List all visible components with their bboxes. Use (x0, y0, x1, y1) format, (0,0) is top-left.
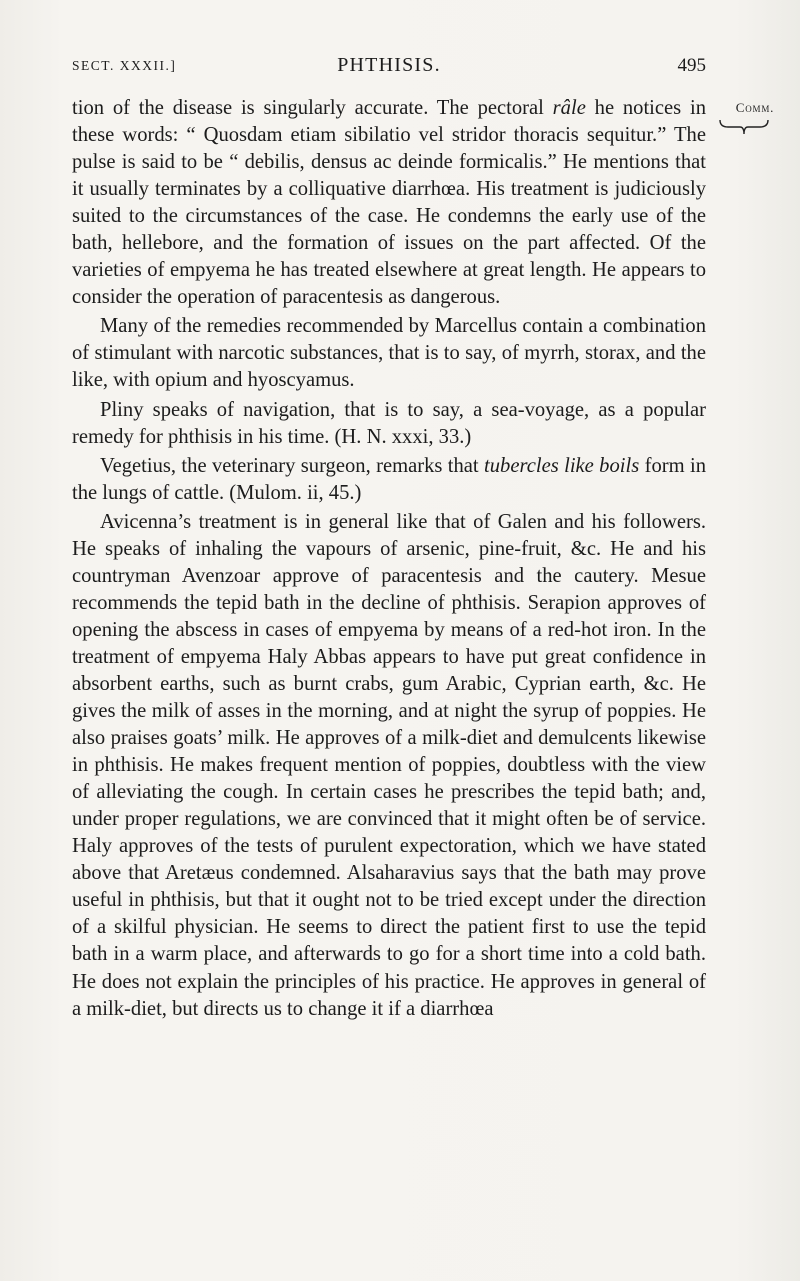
italic-term: tubercles like boils (484, 454, 640, 477)
paragraph-text: he notices in these words: “ Quosdam etiam sibilatio vel stridor thoracis sequitur.” The pulse is said to be “ debilis, densus ac deinde formicalis.” He mentions that it usually terminates by a colliquative diarrhœa. His treatment is judiciously suited to the circumstances of the case. He condemns the early use of the bath, hellebore, and the formation of issues on the part affected. Of the varieties of empyema he has treated elsewhere at great length. He appears to consider the operation of paracentesis as dangerous. (72, 97, 706, 309)
margin-note: Comm. (735, 100, 775, 115)
paragraph (72, 313, 706, 394)
paragraph-text: Many of the remedies recommended by Marcellus contain a combination of stimulant with narcotic substances, that is to say, of myrrh, storax, and the like, with opium and hyoscyamus. (72, 315, 706, 392)
italic-term: râle (552, 97, 586, 119)
margin-brace (718, 118, 770, 136)
paragraph-text: tion of the disease is singularly accurate. The pectoral (72, 97, 553, 119)
paragraph-text: form in the lungs of cattle. (Mulom. ii, 45.) (72, 454, 706, 504)
page-number: 495 (677, 55, 706, 76)
paragraph-text: Pliny speaks of navigation, that is to say, a sea-voyage, as a popular remedy for phthisis in his time. (H. N. xxxi, 33.) (72, 398, 706, 448)
paragraph (72, 453, 706, 507)
paragraph-text: Avicenna’s treatment is in general like that of Galen and his followers. He speaks of inhaling the vapours of arsenic, pine-fruit, &c. He and his countryman Avenzoar approve of paracentesis and the cautery. Mesue recommends the tepid bath in the decline of phthisis. Serapion approves of opening the abscess in cases of empyema by means of a red-hot iron. In the treatment of empyema Haly Abbas appears to have put great confidence in absorbent earths, such as burnt crabs, gum Arabic, Cyprian earth, &c. He gives the milk of asses in the morning, and at night the syrup of poppies. He also praises goats’ milk. He approves of a milk-diet and demulcents likewise in phthisis. He makes frequent mention of poppies, doubtless with the view of alleviating the cough. In certain cases he prescribes the tepid bath; and, under proper regulations, we are convinced that it might often be of service. Haly approves of the tests of purulent expectoration, which we have stated above that Aretæus condemned. Alsaharavius says that the bath may prove useful in phthisis, but that it ought not to be tried except under the direction of a skilful physician. He seems to direct the patient first to use the tepid bath in a warm place, and afterwards to go for a short time into a cold bath. He does not explain the principles of his practice. He approves in general of a milk-diet, but directs us to change it if a diarrhœa (72, 510, 706, 1020)
paragraph (72, 397, 706, 451)
section-label: SECT. XXXII.] (72, 58, 177, 73)
body-text (72, 95, 706, 1023)
running-header (72, 54, 706, 82)
paragraph (72, 509, 706, 1023)
paragraph (72, 95, 706, 311)
page-title: PHTHISIS. (337, 54, 441, 76)
paragraph-text: Vegetius, the veterinary surgeon, remarks that (100, 454, 485, 477)
